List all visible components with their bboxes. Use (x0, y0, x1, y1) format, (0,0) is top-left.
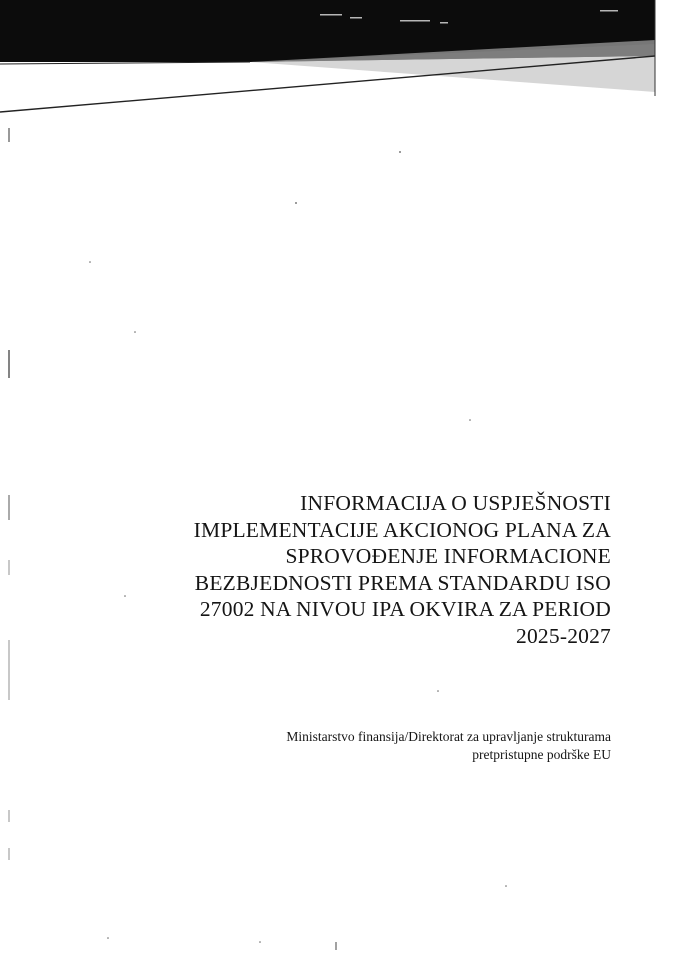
title-line-5: 27002 NA NIVOU IPA OKVIRA ZA PERIOD (199, 597, 611, 621)
issuer-line-1: Ministarstvo finansija/Direktorat za upravljanje strukturama (286, 729, 611, 744)
document-title (151, 490, 611, 649)
header-banner-graphic (0, 0, 679, 140)
title-line-3: SPROVOĐENJE INFORMACIONE (285, 544, 611, 568)
title-line-1: INFORMACIJA O USPJEŠNOSTI (300, 491, 611, 515)
header-left-rule (0, 62, 250, 64)
issuer-line-2: pretpristupne podrške EU (472, 747, 611, 762)
title-line-6: 2025-2027 (516, 623, 611, 648)
title-line-2: IMPLEMENTACIJE AKCIONOG PLANA ZA (193, 517, 611, 542)
title-line-4: BEZBJEDNOSTI PREMA STANDARDU ISO (194, 570, 611, 595)
issuer-block (151, 728, 611, 764)
